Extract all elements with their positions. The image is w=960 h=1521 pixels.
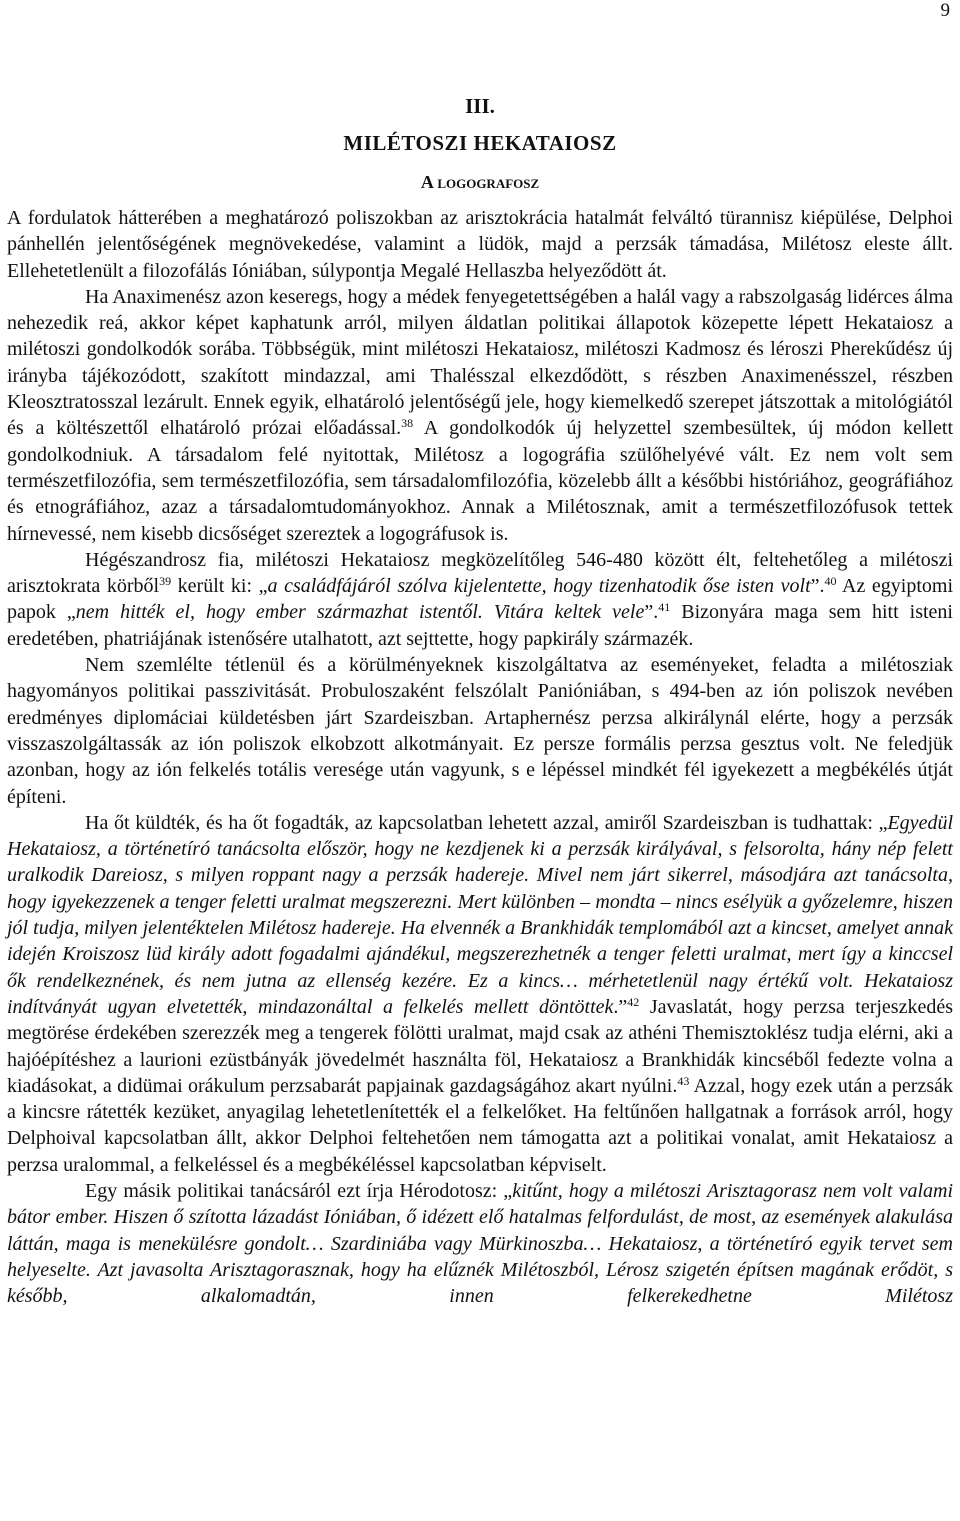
- text-run: .”: [613, 995, 628, 1018]
- text-run: Egy másik politikai tanácsáról ezt írja Hérodotosz: „: [85, 1179, 513, 1202]
- paragraph: [7, 547, 953, 652]
- chapter-subtitle: A logografosz: [420, 172, 540, 192]
- page-number: 9: [940, 0, 950, 21]
- text-run: ”.: [810, 575, 825, 598]
- footnote-ref: 38: [401, 416, 414, 431]
- text-run: Bizonyára maga sem hitt isteni eredetében, phatriájának istenősére utalhatott, azt sejttette, hogy papkirály származék.: [7, 601, 953, 650]
- paragraph: [7, 205, 953, 284]
- body-text: [7, 205, 953, 1309]
- quotation-italic: Egyedül Hekataiosz, a történetíró tanácsolta először, hogy ne kezdjenek ki a perzsák királyával, s felsorolta, hány nép felett uralkodik Dareiosz, s milyen roppant nagy a perzsák hadereje. Mivel nem járt sikerrel, másodjára azt tanácsolta, hogy igyekezzenek a tenger feletti uralmat megszerezni. Mert különben – mondta – nincs esélyük a győzelemre, hiszen jól tudja, milyen jelentéktelen Milétosz hadereje. Ha elvennék a Brankhidák templomából azt a kincset, amelyet annak idején Kroiszosz lüd király adott fogadalmi ajándékul, megszerezhetnék a tenger feletti uralmat, mert így a kinccsel ők rendelkeznének, és nem jutna az ellenség kezére. Ez a kincs… mérhetetlenül nagy értékű volt. Hekataiosz indítványát ugyan elvetették, mindazonáltal a felkelés mellett döntöttek: [7, 811, 953, 1018]
- quotation-italic: nem hitték el, hogy ember származhat istentől. Vitára keltek vele: [75, 601, 645, 624]
- footnote-ref: 41: [658, 600, 671, 615]
- paragraph: [7, 284, 953, 547]
- footnote-ref: 43: [677, 1073, 690, 1088]
- chapter-number: III.: [465, 94, 495, 118]
- footnote-ref: 40: [824, 574, 837, 589]
- text-run: Hégészandrosz fia, milétoszi Hekataiosz megközelítőleg 546-480 között élt, feltehetőleg a milétoszi arisztokrata körből: [7, 548, 953, 598]
- text-run: Az egyiptomi papok „: [7, 575, 954, 624]
- quotation-italic: kitűnt, hogy a milétoszi Arisztagorasz nem volt valami bátor ember. Hiszen ő szította lázadást Ióniában, ő idézett elő hatalmas felfordulást, de most, az események alakulása láttán, maga is menekülésre gondolt… Szardiniába vagy Mürkinoszba… Hekataiosz, a történetíró egyik tervet sem helyeselte. Azt javasolta Arisztagorasznak, hogy ha elűznék Milétoszból, Lérosz szigetén építsen magának erődöt, s később, alkalomadtán, innen felkerekedhetne Milétosz: [7, 1179, 954, 1308]
- text-run: Azzal, hogy ezek után a perzsák a kincsre rátették kezüket, anyagilag lehetetlenítették el a felkelőket. Ha feltűnően hallgatnak a források arról, hogy Delphoival kapcsolatban állt, akkor Delphoi feltehetően nem támogatta azt a politikai vonalat, amit Hekataiosz a perzsa uralommal, a felkeléssel és a megbékéléssel kapcsolatban képviselt.: [7, 1074, 953, 1176]
- chapter-title: MILÉTOSZI HEKATAIOSZ: [343, 131, 617, 155]
- text-run: Javaslatát, hogy perzsa terjeszkedés megtörése érdekében szerezzék meg a tengerek fölötti uralmat, majd csak az athéni Themisztoklész tudja elérni, aki a hajóépítéshez a laurioni ezüstbányák jövedelmét használta föl, Hekataiosz a Brankhidák kincséből fedezte volna a kiadásokat, a didümai orákulum perzsabarát papjainak gazdagságához akart nyúlni.: [7, 995, 954, 1097]
- footnote-ref: 42: [627, 994, 640, 1009]
- paragraph: [7, 1178, 953, 1309]
- footnote-ref: 39: [159, 574, 172, 589]
- paragraph: [7, 652, 953, 810]
- text-run: A gondolkodók új helyzettel szembesültek, új módon kellett gondolkodniuk. A társadalom felé nyitottak, Milétosz a logográfia szülőhelyévé vált. Ez nem volt sem természetfilozófia, sem természetfilozófia, sem társadalomfilozófia, közelebb állt a későbbi históriához, geográfiához és etnográfiához, azaz a társadalomtudományokhoz. Annak a Milétosznak, amit a természetfilozófusok tettek hírnevessé, nem kisebb dicsőséget szereztek a logográfusok is.: [7, 417, 953, 545]
- text-run: került ki: „: [171, 575, 268, 598]
- text-run: A fordulatok hátterében a meghatározó poliszokban az arisztokrácia hatalmát felváltó türannisz kiépülése, Delphoi pánhellén jelentőségének megnövekedése, valamint a lüdök, majd a perzsák támadása, Milétosz eleste állt. Ellehetetlenült a filozofálás Ióniában, súlypontja Megalé Hellaszba helyeződött át.: [7, 207, 953, 282]
- quotation-italic: a családfájáról szólva kijelentette, hogy tizenhatodik őse isten volt: [267, 575, 811, 598]
- text-run: Ha őt küldték, és ha őt fogadták, az kapcsolatban lehetett azzal, amiről Szardeiszban is tudhattak: „: [85, 811, 888, 834]
- text-run: Nem szemlélte tétlenül és a körülményeknek kiszolgáltatva az eseményeket, feladta a milétosziak hagyományos politikai passzivitását. Probuloszaként felszólalt Panióniában, s 494-ben az ión poliszok nevében eredményes diplomáciai küldetésben járt Szardeiszban. Artaphernész perzsa alkirálynál elérte, hogy a perzsák visszaszolgáltassák az ión poliszok elkobzott alkotmányait. Ez persze formális perzsa gesztus volt. Ne feledjük azonban, hogy az ión felkelés totális veresége után vagyunk, s e lépéssel mindkét fél igyekezett a megbékélés útját építeni.: [7, 654, 953, 808]
- text-run: ”.: [644, 601, 659, 624]
- text-run: Ha Anaximenész azon keseregs, hogy a médek fenyegetettségében a halál vagy a rabszolgaság lidérces álma nehezedik reá, akkor képet kaphatunk arról, milyen áldatlan politikai állapotok közepette lépett Hekataiosz a milétoszi gondolkodók sorába. Többségük, mint milétoszi Hekataiosz, milétoszi Kadmosz és léroszi Pherekűdész új irányba tájékozódott, szakított mindazzal, ami Thalésszal elkezdődött, s részben Anaximenésszel, részben Kleosztratosszal lezárult. Ennek egyik, elhatároló jelentőségű jele, hogy kiemelkedő szerepet játszottak a mitológiától és a költészettől elhatároló prózai előadással.: [7, 285, 953, 440]
- paragraph: [7, 810, 953, 1178]
